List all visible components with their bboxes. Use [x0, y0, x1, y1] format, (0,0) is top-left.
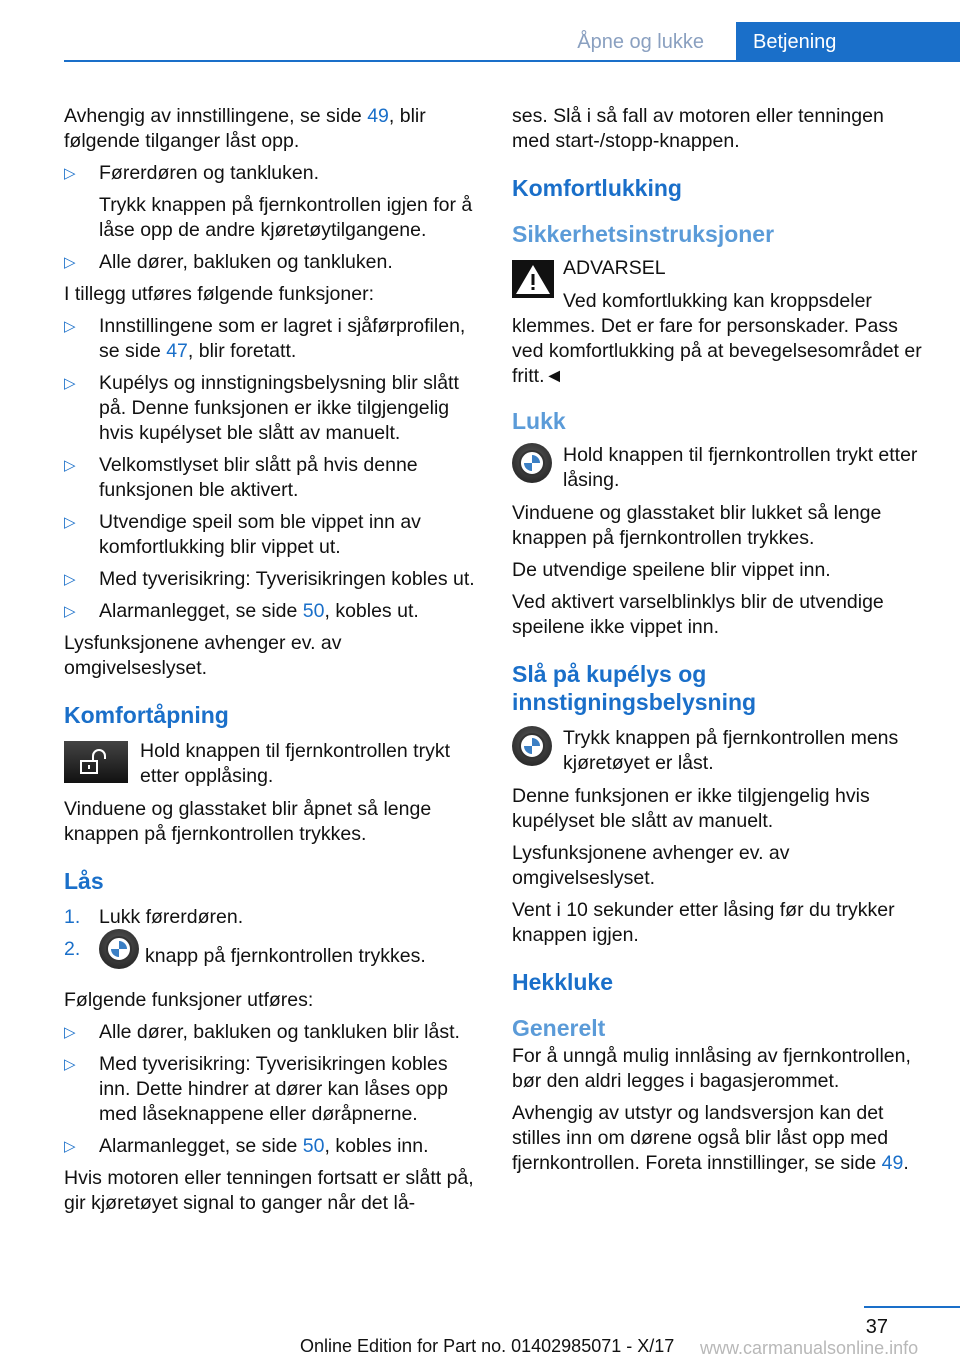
bullet-item: ▷ Innstillingene som er lagret i sjåførprofilen, se side 47, blir foretatt. — [64, 314, 478, 364]
paragraph: Lysfunksjonene avhenger ev. av omgivelseslyset. — [64, 632, 342, 679]
paragraph: Følgende funksjoner utføres: — [64, 989, 314, 1011]
page-link[interactable]: 47 — [166, 340, 188, 362]
icon-text-block — [512, 726, 926, 776]
paragraph: De utvendige speilene blir vippet inn. — [512, 559, 831, 581]
paragraph: Avhengig av innstillingene, se side 49, blir følgende tilganger låst opp. — [64, 105, 426, 152]
numbered-item: 1. Lukk førerdøren. — [64, 906, 244, 928]
bullet-item: ▷ Alarmanlegget, se side 50, kobles ut. — [64, 599, 478, 624]
bullet-item: ▷ Velkomstlyset blir slått på hvis denne funksjonen ble aktivert. — [64, 453, 478, 503]
bullet-item: ▷ Med tyverisikring: Tyverisikringen kobles inn. Dette hindrer at dører kan låses opp med låseknappene eller døråpnerne. — [64, 1052, 478, 1127]
page-header — [0, 0, 960, 62]
paragraph: Vinduene og glasstaket blir åpnet så lenge knappen på fjernkontrollen trykkes. — [64, 798, 432, 845]
paragraph: Vent i 10 sekunder etter låsing før du trykker knappen igjen. — [512, 899, 895, 946]
unlock-button-icon — [64, 741, 128, 783]
bullet-item: ▷ Utvendige speil som ble vippet inn av komfortlukking blir vippet ut. — [64, 510, 478, 560]
right-column — [512, 104, 926, 1183]
heading-hekkluke: Hekkluke — [512, 969, 614, 995]
bmw-roundel-icon — [512, 443, 552, 483]
edition-text: Online Edition for Part no. 01402985071 - X/17 — [300, 1336, 675, 1356]
watermark-text: www.carmanualsonline.info — [700, 1338, 919, 1358]
page-link[interactable]: 50 — [302, 1135, 325, 1157]
heading-komfortlukking: Komfortlukking — [512, 175, 682, 201]
header-chapter-tab: Betjening — [736, 22, 960, 62]
icon-text: Hold knappen til fjernkontrollen trykt etter låsing. — [563, 444, 918, 491]
header-rule — [64, 60, 960, 62]
paragraph: I tillegg utføres følgende funksjoner: — [64, 283, 374, 305]
header-section-title: Åpne og lukke — [577, 31, 704, 53]
paragraph: Hvis motoren eller tenningen fortsatt er slått på, gir kjøretøyet signal to ganger når det lå- — [64, 1167, 474, 1214]
paragraph: Avhengig av utstyr og landsversjon kan det stilles inn om dørene også blir låst opp med fjernkontrollen. Foreta innstillinger, se side 49. — [512, 1102, 909, 1174]
page-link[interactable]: 49 — [367, 105, 389, 127]
bullet-item: ▷ Alarmanlegget, se side 50, kobles inn. — [64, 1134, 478, 1159]
icon-text-block — [64, 739, 478, 789]
heading-generelt: Generelt — [512, 1015, 606, 1041]
page-link[interactable]: 50 — [302, 600, 325, 622]
bullet-item: ▷ Kupélys og innstigningsbelysning blir slått på. Denne funksjonen er ikke tilgjengelig hvis kupélyset ble slått av manuelt. — [64, 371, 478, 446]
paragraph: Ved aktivert varselblinklys blir de utvendige speilene ikke vippet inn. — [512, 591, 884, 638]
bmw-roundel-icon — [512, 726, 552, 766]
page-number: 37 — [865, 1316, 888, 1338]
warning-icon — [512, 260, 554, 298]
icon-text: Hold knappen til fjernkontrollen trykt etter opplåsing. — [140, 740, 450, 787]
paragraph: ses. Slå i så fall av motoren eller tenningen med start-/stopp-knappen. — [512, 105, 884, 152]
icon-text-block — [512, 443, 926, 493]
bullet-item: ▷ Alle dører, bakluken og tankluken. — [64, 250, 478, 275]
bullet-item: ▷ Førerdøren og tankluken. — [64, 161, 478, 186]
numbered-item: 2. knapp på fjernkontrollen trykkes. — [64, 937, 478, 981]
page-link[interactable]: 49 — [881, 1152, 904, 1174]
warning-title: ADVARSEL — [563, 257, 666, 279]
warning-text: Ved komfortlukking kan kroppsdeler klemmes. Det er fare for personskader. Pass ved komfortlukking på at bevegelsesområdet er fritt.◄ — [512, 290, 922, 387]
paragraph: For å unngå mulig innlåsing av fjernkontrollen, bør den aldri legges i bagasjerommet. — [512, 1045, 911, 1092]
icon-text: Trykk knappen på fjernkontrollen mens kjøretøyet er låst. — [563, 727, 899, 774]
heading-las: Lås — [64, 868, 104, 894]
paragraph: Vinduene og glasstaket blir lukket så lenge knappen på fjernkontrollen trykkes. — [512, 502, 882, 549]
heading-komfortapning: Komfortåpning — [64, 702, 229, 728]
paragraph: Lysfunksjonene avhenger ev. av omgivelseslyset. — [512, 842, 790, 889]
bullet-item: ▷ Med tyverisikring: Tyverisikringen kobles ut. — [64, 567, 478, 592]
paragraph: Denne funksjonen er ikke tilgjengelig hvis kupélyset ble slått av manuelt. — [512, 785, 870, 832]
bullet-item: ▷ Alle dører, bakluken og tankluken blir låst. — [64, 1020, 478, 1045]
heading-kupelys: Slå på kupélys og innstigningsbelysning — [512, 661, 757, 715]
left-column — [64, 104, 478, 1223]
bullet-subtext: Trykk knappen på fjernkontrollen igjen for å låse opp de andre kjøretøytilgangene. — [99, 194, 473, 241]
bmw-roundel-icon — [99, 929, 139, 969]
warning-block — [512, 256, 926, 281]
footer-rule — [864, 1306, 960, 1308]
heading-sikkerhetsinstruksjoner: Sikkerhetsinstruksjoner — [512, 221, 775, 247]
heading-lukk: Lukk — [512, 408, 566, 434]
